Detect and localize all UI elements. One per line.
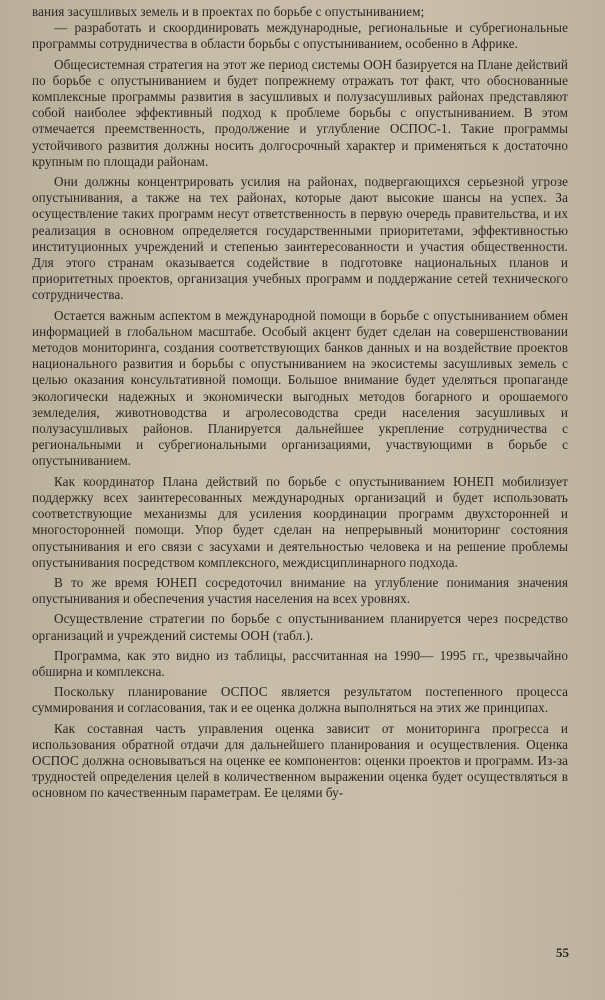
paragraph-8: Осуществление стратегии по борьбе с опустыниванием планируется через посредство организаций и учреждений системы ООН (табл.).: [32, 611, 568, 643]
paragraph-5: Остается важным аспектом в международной помощи в борьбе с опустыниванием обмен информацией в глобальном масштабе. Особый акцент будет сделан на совершенствовании методов мониторинга, создания соответствующих банков данных и на воздействие проектов национального развития и борьбы с опустыниванием на экосистемы засушливых земель с целью оказания консультативной помощи. Большое внимание будет уделяться пропаганде экологически надежных и экономически выгодных методов богарного и орошаемого земледелия, животноводства и агролесоводства среди населения засушливых и полузасушливых районов. Планируется дальнейшее укрепление сотрудничества с региональными и субрегиональными организациями, участвующими в борьбе с опустыниванием.: [32, 307, 568, 469]
paragraph-10: Поскольку планирование ОСПОС является результатом постепенного процесса суммирования и согласования, так и ее оценка должна выполняться на этих же принципах.: [32, 684, 568, 716]
paragraph-2: — разработать и скоординировать международные, региональные и субрегиональные программы сотрудничества в области борьбы с опустыниванием, особенно в Африке.: [32, 20, 568, 52]
paragraph-3: Общесистемная стратегия на этот же период системы ООН базируется на Плане действий по борьбе с опустыниванием и будет попрежнему отражать тот факт, что обоснованные комплексные программы развития в засушливых и полузасушливых районах представляют собой наиболее эффективный подход к проблеме борьбы с опустыниванием. В этом отмечается преемственность, продолжение и углубление ОСПОС-1. Такие программы устойчивого развития должны носить долгосрочный характер и применяться к достаточно крупным по площади районам.: [32, 56, 568, 169]
paragraph-9: Программа, как это видно из таблицы, рассчитанная на 1990— 1995 гг., чрезвычайно обширна и комплексна.: [32, 647, 568, 679]
paragraph-1: вания засушливых земель и в проектах по борьбе с опустыниванием;: [32, 4, 425, 19]
page-number: 55: [556, 945, 569, 960]
paragraph-7: В то же время ЮНЕП сосредоточил внимание на углубление понимания значения опустынивания и обеспечения участия населения на всех уровнях.: [32, 574, 568, 607]
paragraph-6: Как координатор Плана действий по борьбе с опустыниванием ЮНЕП мобилизует поддержку всех заинтересованных международных организаций и будет использовать соответствующие механизмы для усиления координации программ двухсторонней и многосторонней помощи. Упор будет сделан на непрерывный мониторинг состояния опустынивания и его связи с засухами и деятельностью человека и на решение проблемы опустынивания посредством комплексного, междисциплинарного подхода.: [32, 473, 568, 570]
paragraph-11: Как составная часть управления оценка зависит от мониторинга прогресса и использования обратной отдачи для дальнейшего планирования и осуществления. Оценка ОСПОС должна основываться на оценке ее компонентов: оценки проектов и программ. Из-за трудностей определения целей в количественном выражении оценка будет осуществляться в основном по качественным параметрам. Ее целями бу-: [32, 720, 568, 801]
body-text: [32, 4, 568, 802]
paragraph-4: Они должны концентрировать усилия на районах, подвергающихся серьезной угрозе опустынивания, а также на тех районах, которые дают высокие шансы на успех. За осуществление таких программ несут ответственность в первую очередь правительства, и их реализация в основном определяется государственными приоритетами, эффективностью институционных учреждений и степенью заинтересованности и участия общественности. Для этого странам оказывается содействие в подготовке национальных планов и приоритетных проектов, организация учебных программ и поддержание сетей технического сотрудничества.: [32, 174, 568, 303]
